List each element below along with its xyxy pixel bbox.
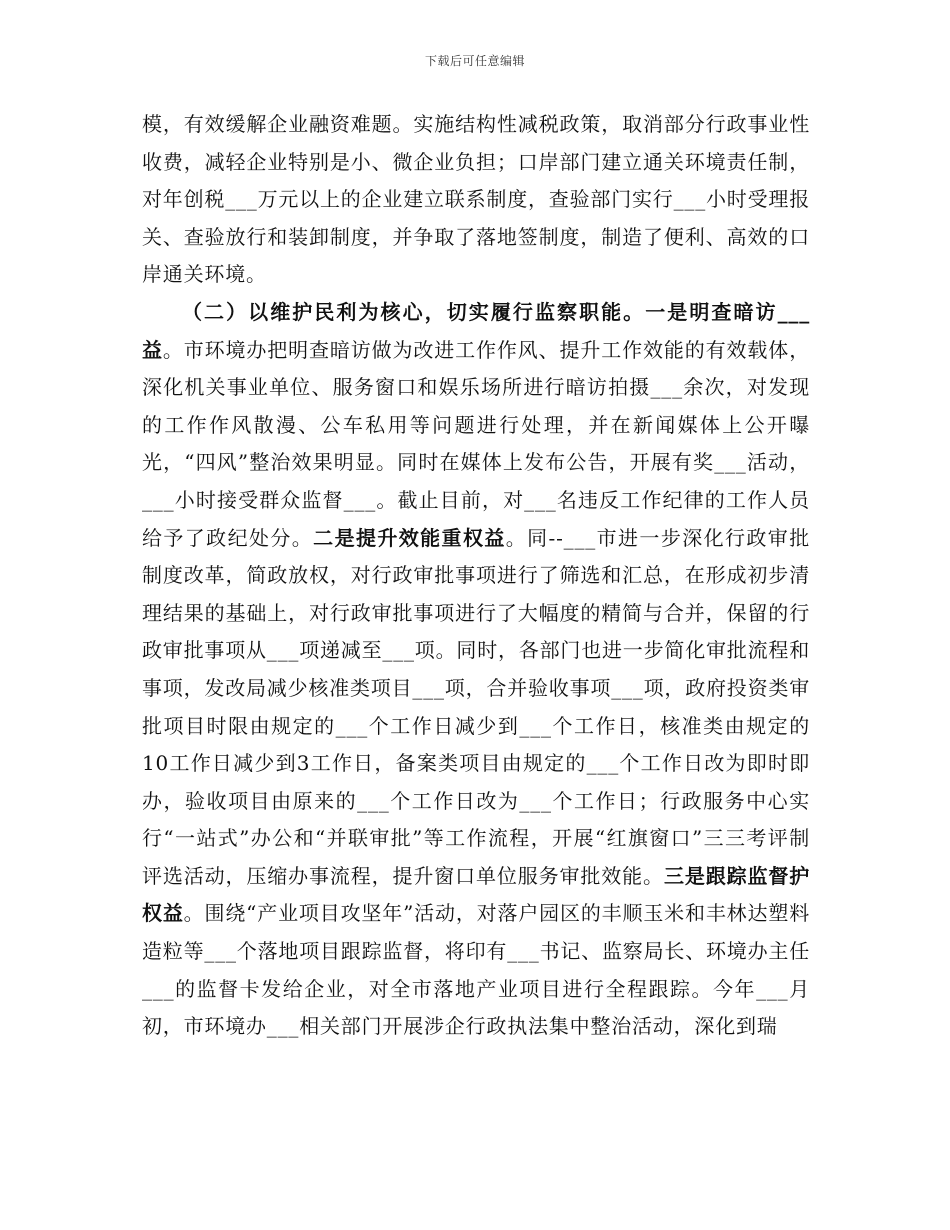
paragraph-2-text-3: 。围绕“产业项目攻坚年”活动，对落户园区的丰顺玉米和丰林达塑料造粒等___个落地项目跟踪监督，将印有___书记、监察局长、环境办主任___的监督卡发给企业，对全市落地产业项目进行全程跟踪。今年___月初，市环境办___相关部门开展涉企行政执法集中整治活动，深化到瑞 xyxy=(142,901,810,1039)
paragraph-1 xyxy=(142,106,810,294)
subheading-2: 二是提升效能重权益 xyxy=(313,525,506,550)
paragraph-2-text-2: 。同--___市进一步深化行政审批制度改革，简政放权，对行政审批事项进行了筛选和汇总，在形成初步清理结果的基础上，对行政审批事项进行了大幅度的精简与合并，保留的行政审批事项从___项递减至___项。同时，各部门也进一步简化审批流程和事项，发改局减少核准类项目___项，合并验收事项___项，政府投资类审批项目时限由规定的___个工作日减少到___个工作日，核准类由规定的10工作日减少到3工作日，备案类项目由规定的___个工作日改为即时即办，验收项目由原来的___个工作日改为___个工作日；行政服务中心实行“一站式”办公和“并联审批”等工作流程，开展“红旗窗口”三三考评制评选活动，压缩办事流程，提升窗口单位服务审批效能。 xyxy=(142,525,810,888)
subheading-3: 三是跟踪监督护权益 xyxy=(142,863,811,926)
section-heading: （二）以维护民利为核心，切实履行监察职能。一是明查暗访___益 xyxy=(142,299,810,362)
page-header: 下载后可任意编辑 xyxy=(424,54,525,68)
paragraph-2 xyxy=(142,294,810,1046)
paragraph-2-text-1: 。市环境办把明查暗访做为改进工作作风、提升工作效能的有效载体，深化机关事业单位、服务窗口和娱乐场所进行暗访拍摄___余次，对发现的工作作风散漫、公车私用等问题进行处理，并在新闻媒体上公开曝光，“四风”整治效果明显。同时在媒体上发布公告，开展有奖___活动，___小时接受群众监督___。截止目前，对___名违反工作纪律的工作人员给予了政纪处分。 xyxy=(142,337,810,550)
document-body xyxy=(142,106,810,1046)
paragraph-1-text: 模，有效缓解企业融资难题。实施结构性减税政策，取消部分行政事业性收费，减轻企业特别是小、微企业负担；口岸部门建立通关环境责任制，对年创税___万元以上的企业建立联系制度，查验部门实行___小时受理报关、查验放行和装卸制度，并争取了落地签制度，制造了便利、高效的口岸通关环境。 xyxy=(142,112,810,287)
